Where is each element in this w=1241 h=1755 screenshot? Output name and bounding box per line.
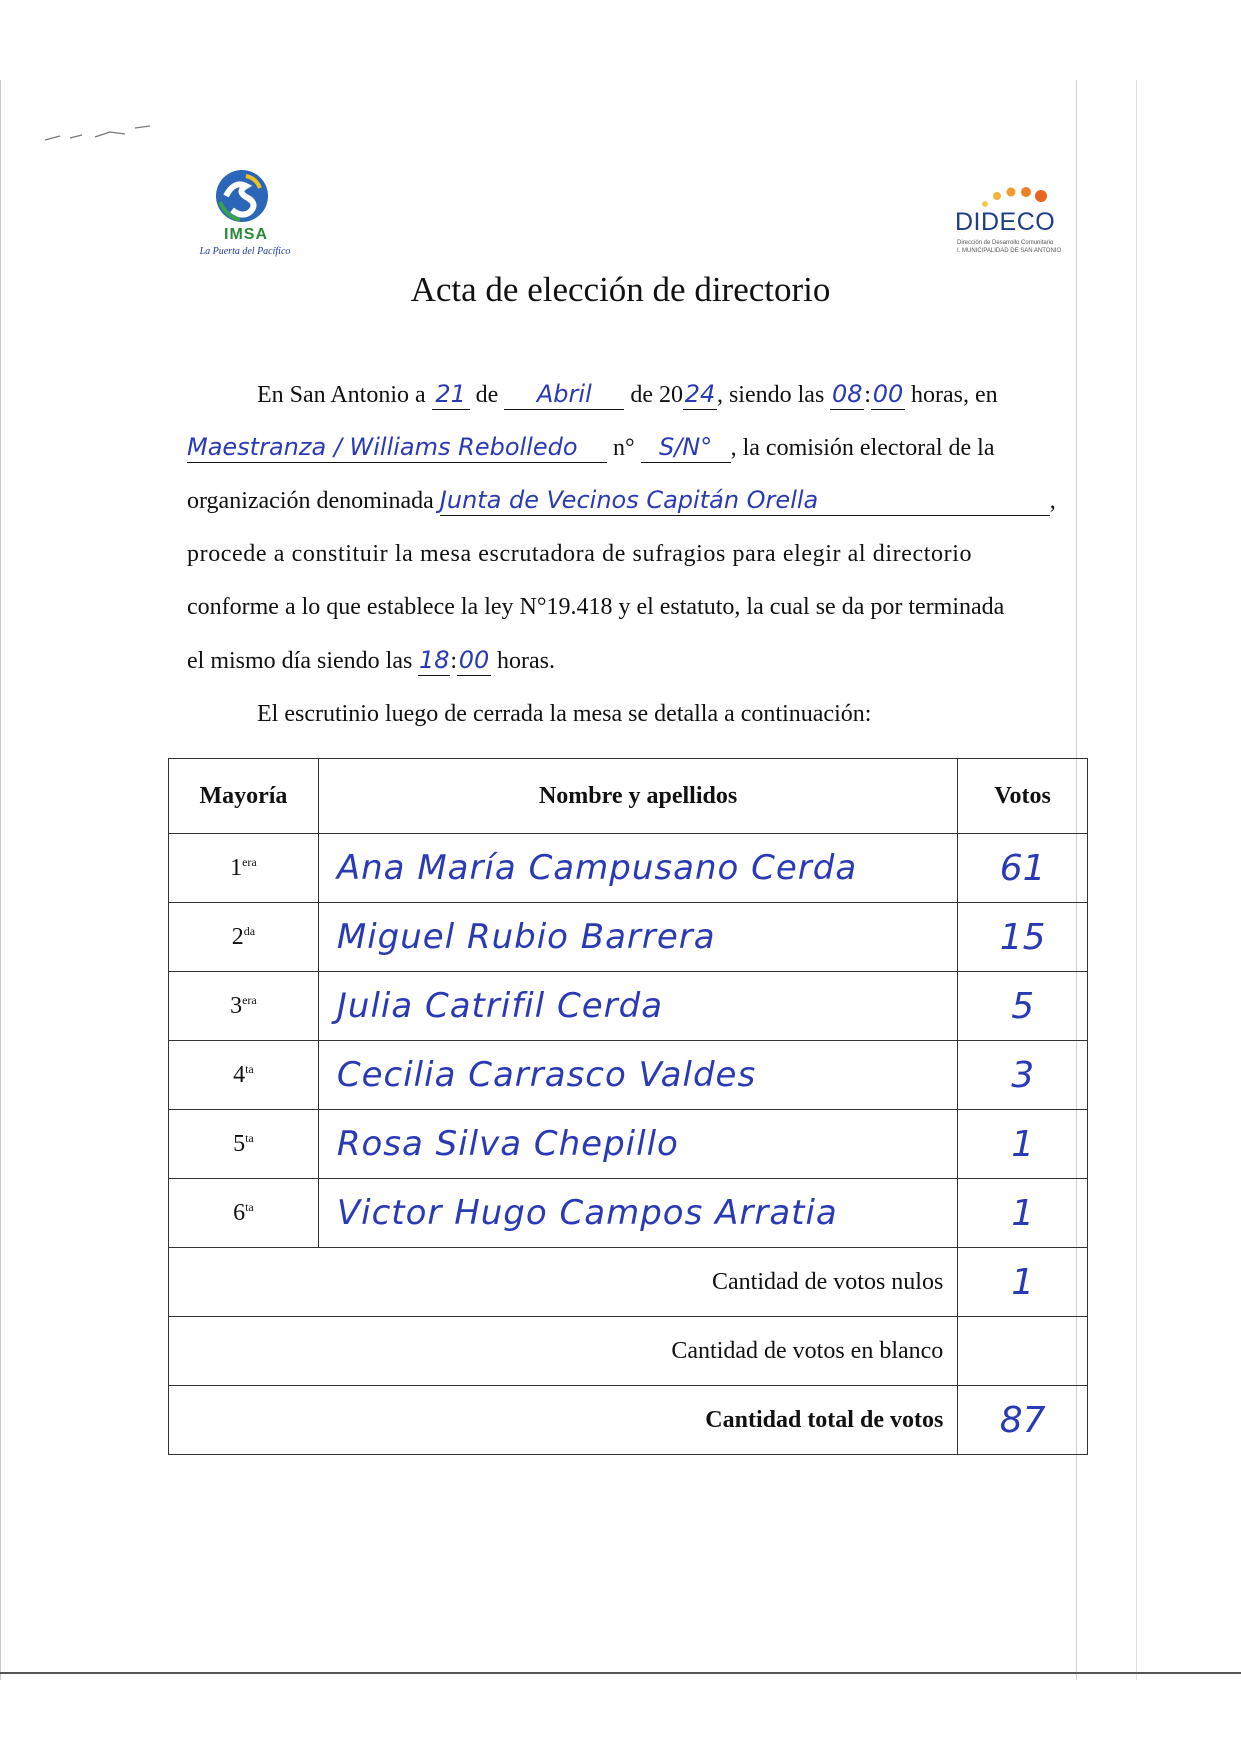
table-row	[169, 1041, 1088, 1110]
candidate-votes: 1	[958, 1179, 1088, 1248]
dideco-subtitle: Dirección de Desarrollo Comunitario	[957, 240, 1054, 246]
dideco-name: DIDECO	[955, 208, 1056, 236]
total-votes-label: Cantidad total de votos	[169, 1386, 958, 1455]
candidate-votes: 61	[958, 834, 1088, 903]
blank-votes-row	[169, 1317, 1088, 1386]
imsa-emblem-icon	[212, 166, 272, 226]
rank-cell: $3^{era}$	[169, 972, 319, 1041]
header-votes: Votos	[958, 759, 1088, 834]
table-row	[169, 903, 1088, 972]
end-hour-field: 18	[419, 646, 450, 674]
scan-artifact-marks	[40, 118, 170, 148]
candidate-name: Cecilia Carrasco Valdes	[318, 1041, 957, 1110]
null-votes-row	[169, 1248, 1088, 1317]
candidate-name: Julia Catrifil Cerda	[318, 972, 957, 1041]
start-minute-field: 00	[872, 380, 904, 408]
candidate-votes: 5	[958, 972, 1088, 1041]
candidate-votes: 15	[958, 903, 1088, 972]
dideco-municipality: I. MUNICIPALIDAD DE SAN ANTONIO	[957, 248, 1062, 254]
table-row	[169, 972, 1088, 1041]
year-field: 24	[684, 380, 716, 408]
organization-field: Junta de Vecinos Capitán Orella	[440, 486, 1050, 516]
null-votes-label: Cantidad de votos nulos	[169, 1248, 958, 1317]
table-header-row	[169, 759, 1088, 834]
header-rank: Mayoría	[169, 759, 319, 834]
total-votes-row	[169, 1386, 1088, 1455]
end-minute-field: 00	[458, 646, 490, 674]
rank-cell: $2^{da}$	[169, 903, 319, 972]
dideco-logo	[955, 178, 1075, 258]
candidate-votes: 1	[958, 1110, 1088, 1179]
month-field: Abril	[504, 380, 624, 410]
total-votes-value: 87	[958, 1386, 1088, 1455]
blank-votes-label: Cantidad de votos en blanco	[169, 1317, 958, 1386]
imsa-name: IMSA	[224, 226, 268, 243]
candidate-name: Ana María Campusano Cerda	[318, 834, 957, 903]
scan-edge-left	[0, 80, 1, 1680]
start-hour-field: 08	[832, 380, 863, 408]
null-votes-value: 1	[958, 1248, 1088, 1317]
scan-edge-right-2	[1136, 80, 1137, 1680]
candidate-name: Miguel Rubio Barrera	[318, 903, 957, 972]
results-table	[168, 758, 1088, 1455]
rank-cell: $6^{ta}$	[169, 1179, 319, 1248]
scan-bottom-edge	[0, 1672, 1241, 1674]
street-field: Maestranza / Williams Rebolledo	[187, 433, 607, 463]
day-field: 21	[432, 380, 470, 410]
street-number-field: S/N°	[641, 433, 731, 463]
imsa-logo	[190, 160, 300, 260]
candidate-name: Rosa Silva Chepillo	[318, 1110, 957, 1179]
table-row	[169, 1110, 1088, 1179]
table-row	[169, 1179, 1088, 1248]
rank-cell: $5^{ta}$	[169, 1110, 319, 1179]
candidate-votes: 3	[958, 1041, 1088, 1110]
table-row	[169, 834, 1088, 903]
header-name: Nombre y apellidos	[318, 759, 957, 834]
document-title: Acta de elección de directorio	[410, 270, 831, 309]
rank-cell: $1^{era}$	[169, 834, 319, 903]
rank-cell: $4^{ta}$	[169, 1041, 319, 1110]
candidate-name: Victor Hugo Campos Arratia	[318, 1179, 957, 1248]
imsa-slogan: La Puerta del Pacífico	[199, 246, 291, 257]
blank-votes-value	[958, 1317, 1088, 1386]
